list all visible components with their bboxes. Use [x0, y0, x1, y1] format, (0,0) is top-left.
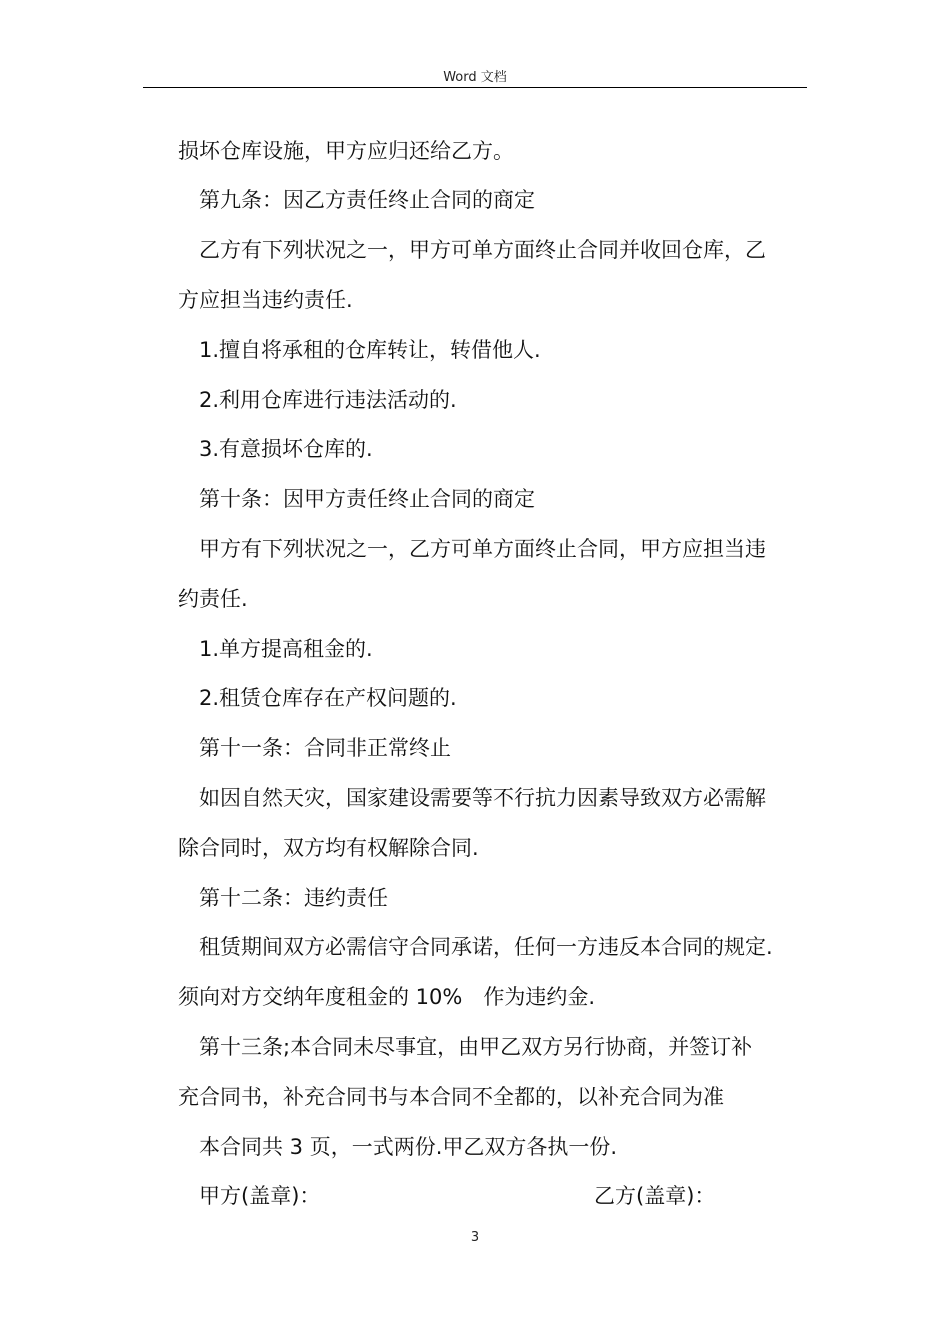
- article-11-heading: 第十一条：合同非正常终止: [199, 736, 451, 760]
- body-line-10: 约责任.: [178, 587, 248, 611]
- article-10-heading: 第十条：因甲方责任终止合同的商定: [199, 487, 535, 511]
- list-item-10-2: 2.租赁仓库存在产权问题的.: [199, 686, 457, 710]
- body-line-15: 除合同时，双方均有权解除合同.: [178, 836, 479, 860]
- signature-party-b: 乙方(盖章)：: [594, 1184, 716, 1208]
- body-line-18: 须向对方交纳年度租金的 10% 作为违约金.: [178, 985, 596, 1009]
- page-number: 3: [470, 1230, 480, 1245]
- body-line-14: 如因自然天灾，国家建设需要等不行抗力因素导致双方必需解: [199, 786, 766, 810]
- header-rule: [143, 87, 807, 88]
- list-item-9-1: 1.擅自将承租的仓库转让，转借他人.: [199, 338, 541, 362]
- list-item-10-1: 1.单方提高租金的.: [199, 637, 373, 661]
- list-item-9-2: 2.利用仓库进行违法活动的.: [199, 388, 457, 412]
- article-13-heading: 第十三条;本合同未尽事宜，由甲乙双方另行协商，并签订补: [199, 1035, 753, 1059]
- body-line-17: 租赁期间双方必需信守合同承诺，任何一方违反本合同的规定.: [199, 935, 773, 959]
- body-line-1: 损坏仓库设施，甲方应归还给乙方。: [178, 139, 514, 163]
- list-item-9-3: 3.有意损坏仓库的.: [199, 437, 373, 461]
- article-9-heading: 第九条：因乙方责任终止合同的商定: [199, 188, 535, 212]
- signature-party-a: 甲方(盖章)：: [199, 1184, 321, 1208]
- body-line-20: 充合同书，补充合同书与本合同不全都的，以补充合同为准: [178, 1085, 724, 1109]
- body-line-4: 方应担当违约责任.: [178, 288, 353, 312]
- body-line-21: 本合同共 3 页，一式两份.甲乙双方各执一份.: [199, 1135, 618, 1159]
- page-header: Word 文档: [443, 70, 507, 85]
- body-line-3: 乙方有下列状况之一，甲方可单方面终止合同并收回仓库，乙: [199, 238, 766, 262]
- article-12-heading: 第十二条：违约责任: [199, 886, 388, 910]
- body-line-9: 甲方有下列状况之一，乙方可单方面终止合同，甲方应担当违: [199, 537, 766, 561]
